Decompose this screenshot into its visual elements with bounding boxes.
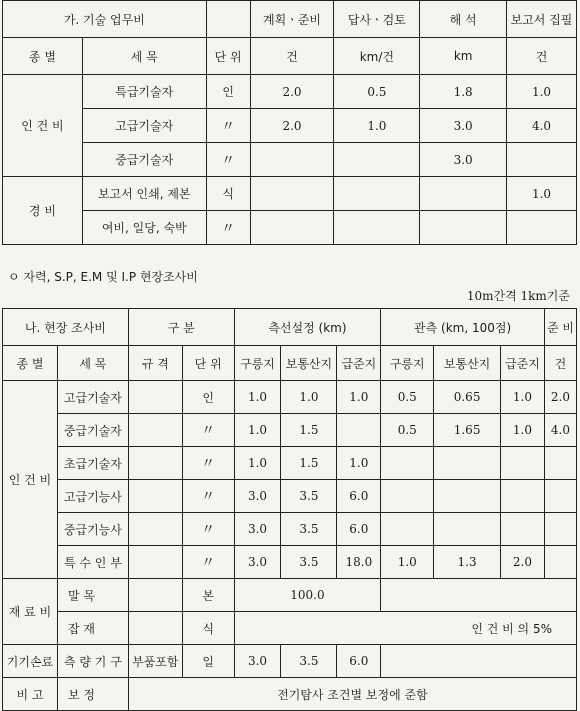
cell-value: 3.5	[281, 546, 337, 579]
row-spec	[128, 513, 182, 546]
row-unit: 〃	[182, 414, 234, 447]
row-item: 고급기술자	[57, 381, 128, 414]
unit-report: 건	[507, 38, 577, 75]
cell-value: 3.0	[234, 513, 281, 546]
cell-empty	[381, 645, 577, 678]
field-survey-table	[2, 308, 577, 711]
spec-header: 규 격	[128, 346, 182, 381]
row-item: 고급기술자	[82, 109, 206, 143]
cell-value: 1.0	[501, 414, 545, 447]
cell-value: 3.0	[234, 645, 281, 678]
row-spec	[128, 480, 182, 513]
table-row	[3, 546, 577, 579]
row-unit: 식	[182, 612, 234, 645]
table2-title-row	[3, 309, 577, 346]
prep-header: 준 비	[544, 309, 576, 346]
group-note: 비 고	[3, 678, 58, 711]
table2-title: 나. 현장 조사비	[3, 309, 129, 346]
row-unit: 본	[182, 579, 234, 612]
row-spec	[128, 381, 182, 414]
cell-value	[334, 143, 420, 177]
row-spec	[128, 546, 182, 579]
sub-header: 급준지	[337, 346, 381, 381]
row-item: 측 량 기 구	[57, 645, 128, 678]
cell-value	[434, 480, 501, 513]
cell-value: 1.0	[234, 414, 281, 447]
cell-value	[420, 177, 507, 211]
cell-value: 18.0	[337, 546, 381, 579]
row-unit: 〃	[182, 480, 234, 513]
cell-value	[544, 480, 576, 513]
row-unit: 식	[206, 177, 250, 211]
cell-value	[544, 447, 576, 480]
row-spec	[128, 579, 182, 612]
table-row	[3, 143, 577, 177]
row-unit: 〃	[206, 211, 250, 245]
cell-value: 1.0	[234, 447, 281, 480]
item-header: 세 목	[82, 38, 206, 75]
cell-value: 1.5	[281, 447, 337, 480]
table-row	[3, 177, 577, 211]
cell-value	[381, 447, 434, 480]
cell-value: 1.65	[434, 414, 501, 447]
unit-survey: km/건	[334, 38, 420, 75]
row-item: 특급기술자	[82, 75, 206, 109]
table-row	[3, 645, 577, 678]
cell-value	[544, 513, 576, 546]
table1-title: 가. 기술 업무비	[3, 1, 207, 38]
cell-value	[434, 513, 501, 546]
group-expense: 경 비	[3, 177, 83, 245]
cell-value: 1.0	[281, 381, 337, 414]
cell-value: 4.0	[507, 109, 577, 143]
cell-value: 3.5	[281, 480, 337, 513]
cell-value	[250, 143, 334, 177]
cell-value: 3.5	[281, 645, 337, 678]
sub-header: 보통산지	[434, 346, 501, 381]
category-header: 종 별	[3, 346, 58, 381]
row-unit: 〃	[182, 513, 234, 546]
col-report: 보고서 집필	[507, 1, 577, 38]
row-item: 특 수 인 부	[57, 546, 128, 579]
table1-unit-row	[3, 38, 577, 75]
category-header: 종 별	[3, 38, 83, 75]
survey-group-header: 측선설정 (km)	[234, 309, 381, 346]
table-row	[3, 480, 577, 513]
cell-value: 0.5	[381, 381, 434, 414]
row-item: 중급기술자	[57, 414, 128, 447]
unit-analysis: km	[420, 38, 507, 75]
cell-value: 3.0	[420, 109, 507, 143]
row-unit: 〃	[182, 546, 234, 579]
cell-value: 2.0	[250, 75, 334, 109]
row-item: 중급기술자	[82, 143, 206, 177]
row-item: 중급기능사	[57, 513, 128, 546]
row-unit: 〃	[206, 143, 250, 177]
table-row	[3, 513, 577, 546]
table-row	[3, 75, 577, 109]
cell-value: 1.8	[420, 75, 507, 109]
cell-value: 인 건 비 의 5%	[234, 612, 576, 645]
cell-value: 1.0	[507, 177, 577, 211]
row-item: 말 목	[57, 579, 128, 612]
group-equipment: 기기손료	[3, 645, 58, 678]
section-title: ㅇ 자력, S.P, E.M 및 I.P 현장조사비	[8, 270, 198, 284]
row-item: 보 정	[57, 678, 128, 711]
cell-value: 1.0	[334, 109, 420, 143]
cell-value: 0.65	[434, 381, 501, 414]
observation-group-header: 관측 (km, 100점)	[381, 309, 545, 346]
row-unit: 〃	[206, 109, 250, 143]
row-item: 보고서 인쇄, 제본	[82, 177, 206, 211]
unit-note: 10m간격 1km기준	[466, 289, 570, 303]
row-unit: 〃	[182, 447, 234, 480]
row-unit: 인	[182, 381, 234, 414]
cell-value: 2.0	[250, 109, 334, 143]
cell-value: 0.5	[334, 75, 420, 109]
cell-value	[250, 177, 334, 211]
unit-plan: 건	[250, 38, 334, 75]
cell-value: 4.0	[544, 414, 576, 447]
cell-value: 1.0	[337, 381, 381, 414]
cell-value: 6.0	[337, 645, 381, 678]
unit-header: 단 위	[182, 346, 234, 381]
col-analysis: 해 석	[420, 1, 507, 38]
cell-value	[420, 211, 507, 245]
row-item: 초급기술자	[57, 447, 128, 480]
cell-value: 1.0	[381, 546, 434, 579]
sub-header: 보통산지	[281, 346, 337, 381]
cell-value: 3.5	[281, 513, 337, 546]
cell-value	[381, 513, 434, 546]
unit-header: 단 위	[206, 38, 250, 75]
group-material: 재 료 비	[3, 579, 58, 645]
table-row	[3, 678, 577, 711]
table-row	[3, 414, 577, 447]
table1-blank	[206, 1, 250, 38]
cell-value: 2.0	[501, 546, 545, 579]
row-item: 여비, 일당, 숙박	[82, 211, 206, 245]
cell-value: 3.0	[234, 546, 281, 579]
table-row	[3, 447, 577, 480]
col-survey: 답사ㆍ검토	[334, 1, 420, 38]
cell-empty	[381, 579, 577, 612]
row-spec	[128, 447, 182, 480]
cell-value	[507, 143, 577, 177]
cell-value	[507, 211, 577, 245]
cell-value: 1.0	[234, 381, 281, 414]
cell-value: 6.0	[337, 480, 381, 513]
table-row	[3, 579, 577, 612]
row-spec: 부품포함	[128, 645, 182, 678]
cell-value	[501, 447, 545, 480]
cell-value	[250, 211, 334, 245]
sub-header: 구릉지	[234, 346, 281, 381]
row-spec	[128, 612, 182, 645]
cell-value: 6.0	[337, 513, 381, 546]
row-unit: 인	[206, 75, 250, 109]
cell-value: 0.5	[381, 414, 434, 447]
cell-value: 1.0	[501, 381, 545, 414]
table-row	[3, 109, 577, 143]
row-unit: 일	[182, 645, 234, 678]
cell-value	[381, 480, 434, 513]
cell-value: 1.3	[434, 546, 501, 579]
row-spec	[128, 414, 182, 447]
cell-value: 2.0	[544, 381, 576, 414]
cell-value: 100.0	[234, 579, 381, 612]
cell-value	[434, 447, 501, 480]
cell-value	[544, 546, 576, 579]
cell-value: 1.0	[507, 75, 577, 109]
cell-value: 1.5	[281, 414, 337, 447]
row-item: 고급기능사	[57, 480, 128, 513]
sub-header: 건	[544, 346, 576, 381]
table-row	[3, 381, 577, 414]
cell-value: 1.0	[337, 447, 381, 480]
cell-value	[334, 211, 420, 245]
group-labor: 인 건 비	[3, 381, 58, 579]
cell-value	[337, 414, 381, 447]
table-row	[3, 612, 577, 645]
table1-header-row	[3, 1, 577, 38]
cell-value	[501, 513, 545, 546]
cell-value	[334, 177, 420, 211]
note-text: 전기탐사 조건별 보정에 준함	[128, 678, 576, 711]
cell-value	[501, 480, 545, 513]
col-plan: 계획ㆍ준비	[250, 1, 334, 38]
cell-value: 3.0	[234, 480, 281, 513]
cell-value: 3.0	[420, 143, 507, 177]
tech-fee-table	[2, 0, 577, 245]
row-item: 잡 재	[57, 612, 128, 645]
sub-header: 구릉지	[381, 346, 434, 381]
table-row	[3, 211, 577, 245]
sub-header: 급준지	[501, 346, 545, 381]
table2-header-row	[3, 346, 577, 381]
item-header: 세 목	[57, 346, 128, 381]
group-labor: 인 건 비	[3, 75, 83, 177]
table2-gubun: 구 분	[128, 309, 234, 346]
